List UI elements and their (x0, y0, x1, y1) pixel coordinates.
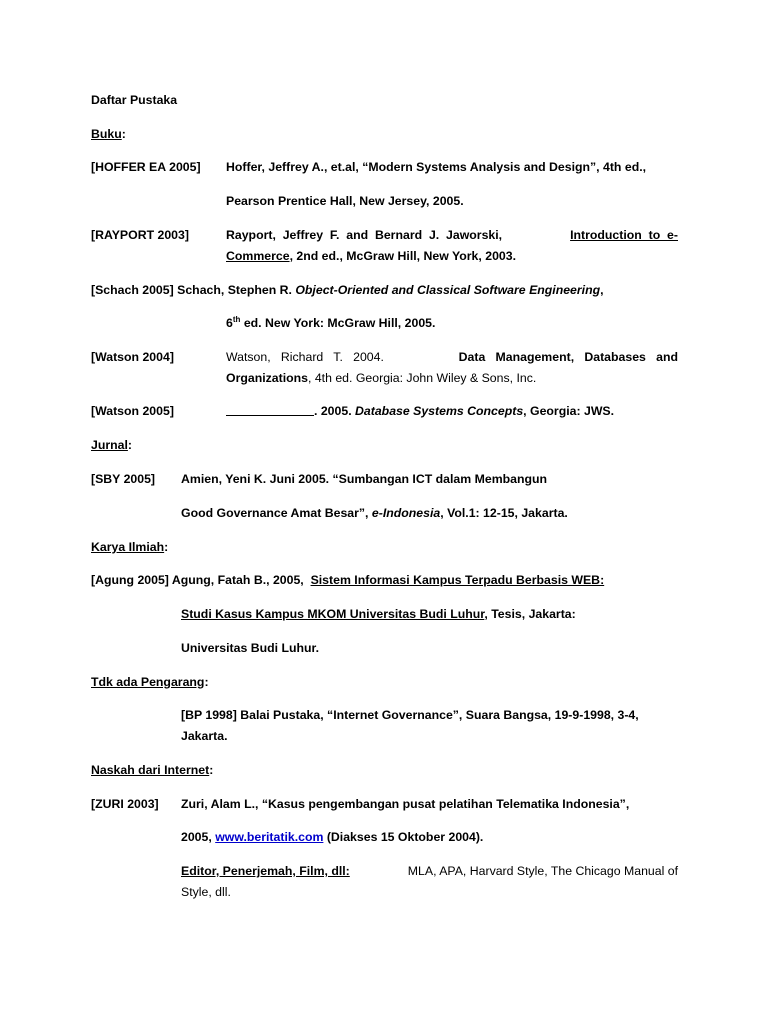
section-buku (91, 126, 126, 142)
ref-key-rayport: [RAYPORT 2003] (91, 228, 189, 242)
ref-schach-edition-sup: th (232, 314, 241, 324)
section-tdk-ada-pengarang (91, 674, 209, 690)
section-tdk-label: Tdk ada Pengarang (91, 675, 205, 689)
ref-watson2004-title-part1: Data Management, Databases and (458, 350, 678, 364)
ref-rayport-rest: , 2nd ed., McGraw Hill, New York, 2003. (289, 249, 516, 263)
colon: : (204, 675, 209, 689)
editor-line1 (181, 863, 678, 879)
ref-bp-line1: [BP 1998] Balai Pustaka, “Internet Governance”, Suara Bangsa, 19-9-1998, 3-4, (181, 708, 639, 722)
ref-rayport-title-part1: Introduction to e- (570, 228, 678, 242)
ref-key-hoffer: [HOFFER EA 2005] (91, 160, 201, 174)
colon: : (209, 763, 214, 777)
ref-schach-comma: , (600, 283, 604, 297)
ref-agung-rest: , Tesis, Jakarta: (484, 607, 576, 621)
editor-styles: MLA, APA, Harvard Style, The Chicago Manual of (404, 864, 678, 878)
ref-sby-rest: , Vol.1: 12-15, Jakarta. (440, 506, 568, 520)
ref-schach-line1 (91, 282, 604, 298)
ref-agung-line1 (91, 572, 604, 588)
section-buku-label: Buku (91, 127, 122, 141)
page-title: Daftar Pustaka (91, 93, 178, 107)
editor-label: Editor, Penerjemah, Film, dll: (181, 864, 350, 878)
ref-zuri-line1: Zuri, Alam L., “Kasus pengembangan pusat pelatihan Telematika Indonesia”, (181, 797, 630, 811)
ref-rayport-title-part2: Commerce (226, 249, 290, 263)
ref-schach-edition: 6 (226, 316, 233, 330)
colon: : (127, 438, 133, 452)
ref-key-sby: [SBY 2005] (91, 472, 156, 486)
ref-watson2004-rest: , 4th ed. Georgia: John Wiley & Sons, Inc. (308, 371, 537, 385)
ref-watson2004-author: Watson, Richard T. 2004. (226, 350, 391, 364)
ref-schach-line2 (226, 315, 435, 331)
ref-schach-rest: ed. New York: McGraw Hill, 2005. (240, 316, 436, 330)
ref-watson2005-title: Database Systems Concepts (355, 404, 524, 418)
ref-sby-title-end: Good Governance Amat Besar”, (181, 506, 372, 520)
ref-rayport-line2 (226, 248, 516, 264)
ref-zuri-line2 (181, 829, 483, 845)
colon: : (121, 127, 126, 141)
colon: : (164, 540, 169, 554)
ref-rayport-authors: Rayport, Jeffrey F. and Bernard J. Jaworski, (226, 228, 503, 242)
ref-bp-line2: Jakarta. (181, 729, 228, 743)
ref-rayport-line1 (226, 227, 678, 243)
ref-agung-line2 (181, 606, 576, 622)
ref-watson2004-line1 (226, 349, 678, 365)
ref-sby-line2 (181, 505, 568, 521)
ref-watson2005-rest: , Georgia: JWS. (523, 404, 615, 418)
ref-key-schach: [Schach 2005] (91, 283, 174, 297)
ref-watson2004-line2 (226, 370, 536, 386)
ref-zuri-accessed: (Diakses 15 Oktober 2004). (323, 830, 484, 844)
editor-line2: Style, dll. (181, 885, 231, 899)
section-karya-label: Karya Ilmiah (91, 540, 165, 554)
ref-zuri-year: 2005, (181, 830, 216, 844)
ref-zuri-link[interactable]: www.beritatik.com (215, 830, 324, 844)
section-naskah-label: Naskah dari Internet (91, 763, 210, 777)
section-jurnal (91, 437, 132, 453)
ref-hoffer-line2: Pearson Prentice Hall, New Jersey, 2005. (226, 194, 464, 208)
section-karya-ilmiah (91, 539, 168, 555)
ref-schach-title: Object-Oriented and Classical Software Engineering (295, 283, 601, 297)
ref-agung-title-part1: Sistem Informasi Kampus Terpadu Berbasis WEB: (310, 573, 605, 587)
ref-agung-author: Agung, Fatah B., 2005, (168, 573, 311, 587)
ref-agung-title-part2: Studi Kasus Kampus MKOM Universitas Budi Luhur (181, 607, 485, 621)
ref-hoffer-line1: Hoffer, Jeffrey A., et.al, “Modern Systems Analysis and Design”, 4th ed., (226, 160, 647, 174)
author-blank-line (226, 403, 314, 416)
ref-key-watson2004: [Watson 2004] (91, 350, 174, 364)
ref-watson2005-line (226, 403, 614, 419)
ref-key-zuri: [ZURI 2003] (91, 797, 159, 811)
section-naskah-internet (91, 762, 213, 778)
ref-key-agung: [Agung 2005] (91, 573, 169, 587)
ref-schach-author: Schach, Stephen R. (173, 283, 296, 297)
ref-watson2004-title-part2: Organizations (226, 371, 308, 385)
ref-key-watson2005: [Watson 2005] (91, 404, 174, 418)
ref-agung-line3: Universitas Budi Luhur. (181, 641, 320, 655)
ref-sby-line1: Amien, Yeni K. Juni 2005. “Sumbangan ICT dalam Membangun (181, 472, 548, 486)
ref-sby-journal: e-Indonesia (371, 506, 441, 520)
section-jurnal-label: Jurnal (91, 438, 128, 452)
ref-watson2005-year: . 2005. (314, 404, 356, 418)
